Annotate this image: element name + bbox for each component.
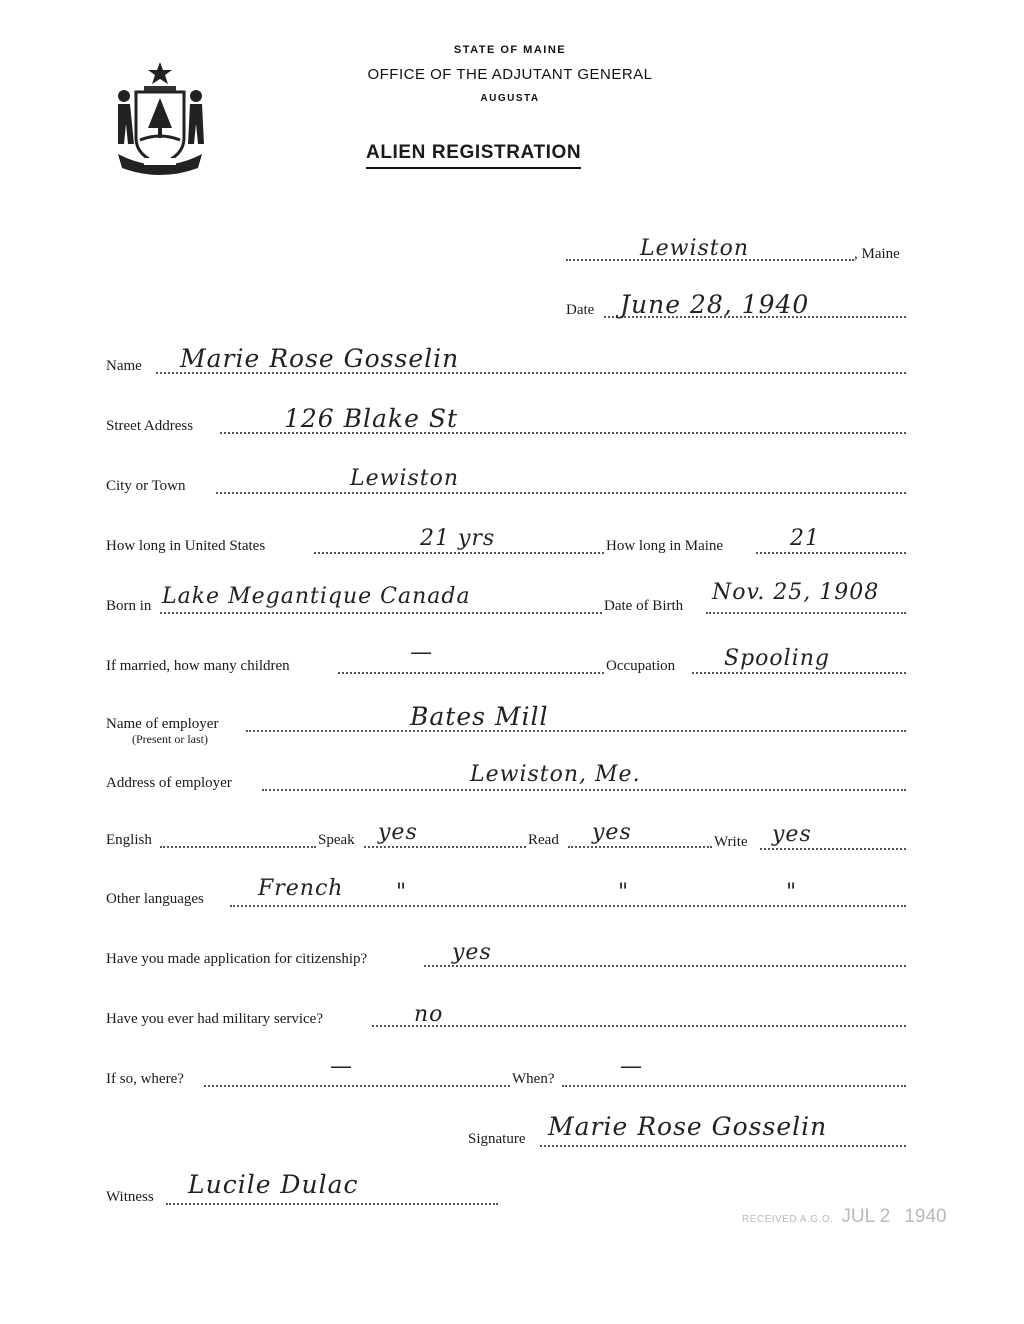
dob-value[interactable]: Nov. 25, 1908 [712, 580, 880, 605]
military-label: Have you ever had military service? [106, 1011, 323, 1027]
other-languages-label: Other languages [106, 891, 204, 907]
name-value[interactable]: Marie Rose Gosselin [180, 344, 460, 373]
date-value[interactable]: June 28, 1940 [620, 290, 810, 319]
other-languages-read[interactable]: " [618, 880, 630, 905]
born-in-value[interactable]: Lake Megantique Canada [162, 584, 471, 609]
received-stamp [742, 1206, 947, 1228]
other-languages-speak[interactable]: " [396, 880, 408, 905]
citizenship-value[interactable]: yes [452, 940, 492, 965]
stamp-received-text: RECEIVED A.G.O. [742, 1214, 834, 1225]
employer-line [246, 730, 906, 732]
english-read-line [568, 846, 712, 848]
signature-value[interactable]: Marie Rose Gosselin [548, 1112, 828, 1141]
english-write-line [760, 848, 906, 850]
english-line [160, 846, 316, 848]
occupation-line [692, 672, 906, 674]
office-heading: OFFICE OF THE ADJUTANT GENERAL [367, 66, 653, 83]
employer-address-label: Address of employer [106, 775, 232, 791]
english-label: English [106, 832, 152, 848]
witness-value[interactable]: Lucile Dulac [188, 1170, 359, 1199]
english-speak-value[interactable]: yes [378, 820, 418, 845]
english-speak-line [364, 846, 526, 848]
employer-address-value[interactable]: Lewiston, Me. [470, 762, 641, 787]
english-write-value[interactable]: yes [772, 822, 812, 847]
signature-label: Signature [468, 1131, 526, 1147]
children-label: If married, how many children [106, 658, 290, 674]
how-long-maine-label: How long in Maine [606, 538, 724, 554]
state-heading: STATE OF MAINE [453, 44, 567, 56]
witness-label: Witness [106, 1189, 154, 1205]
other-languages-line [230, 905, 906, 907]
where-label: If so, where? [106, 1071, 184, 1087]
how-long-us-value[interactable]: 21 yrs [420, 526, 496, 551]
where-value[interactable]: — [330, 1054, 353, 1079]
citizenship-line [424, 965, 906, 967]
employer-value[interactable]: Bates Mill [410, 702, 549, 731]
occupation-label: Occupation [606, 658, 676, 674]
how-long-us-label: How long in United States [106, 538, 266, 554]
how-long-maine-line [756, 552, 906, 554]
stamp-month-day: JUL 2 [841, 1206, 891, 1227]
english-read-label: Read [528, 832, 559, 848]
when-label: When? [512, 1071, 555, 1087]
children-value[interactable]: — [410, 640, 433, 665]
employer-address-line [262, 789, 906, 791]
dob-line [706, 612, 906, 614]
other-languages-write[interactable]: " [786, 880, 798, 905]
when-line [562, 1085, 906, 1087]
form-title: ALIEN REGISTRATION [366, 142, 581, 169]
military-value[interactable]: no [414, 1002, 444, 1027]
city-value[interactable]: Lewiston [350, 466, 460, 491]
employer-label: Name of employer [106, 716, 219, 732]
citizenship-label: Have you made application for citizenship? [106, 951, 368, 967]
stamp-year: 1940 [904, 1206, 947, 1227]
date-label: Date [566, 302, 595, 318]
street-value[interactable]: 126 Blake St [284, 404, 458, 433]
location-suffix: , Maine [854, 246, 900, 262]
english-speak-label: Speak [318, 832, 355, 848]
when-value[interactable]: — [620, 1054, 643, 1079]
city-heading: AUGUSTA [480, 93, 540, 104]
maine-state-seal-icon [106, 58, 214, 176]
street-label: Street Address [106, 418, 194, 434]
born-in-line [160, 612, 602, 614]
other-languages-value[interactable]: French [258, 876, 344, 901]
name-label: Name [106, 358, 142, 374]
military-line [372, 1025, 906, 1027]
dob-label: Date of Birth [604, 598, 684, 614]
signature-line [540, 1145, 906, 1147]
city-label: City or Town [106, 478, 186, 494]
children-line [338, 672, 604, 674]
location-value[interactable]: Lewiston [640, 236, 750, 261]
english-write-label: Write [714, 834, 748, 850]
english-read-value[interactable]: yes [592, 820, 632, 845]
how-long-maine-value[interactable]: 21 [790, 526, 820, 551]
witness-line [166, 1203, 498, 1205]
how-long-us-line [314, 552, 604, 554]
employer-sublabel: (Present or last) [132, 732, 208, 746]
occupation-value[interactable]: Spooling [724, 646, 830, 671]
born-in-label: Born in [106, 598, 152, 614]
where-line [204, 1085, 510, 1087]
city-line [216, 492, 906, 494]
